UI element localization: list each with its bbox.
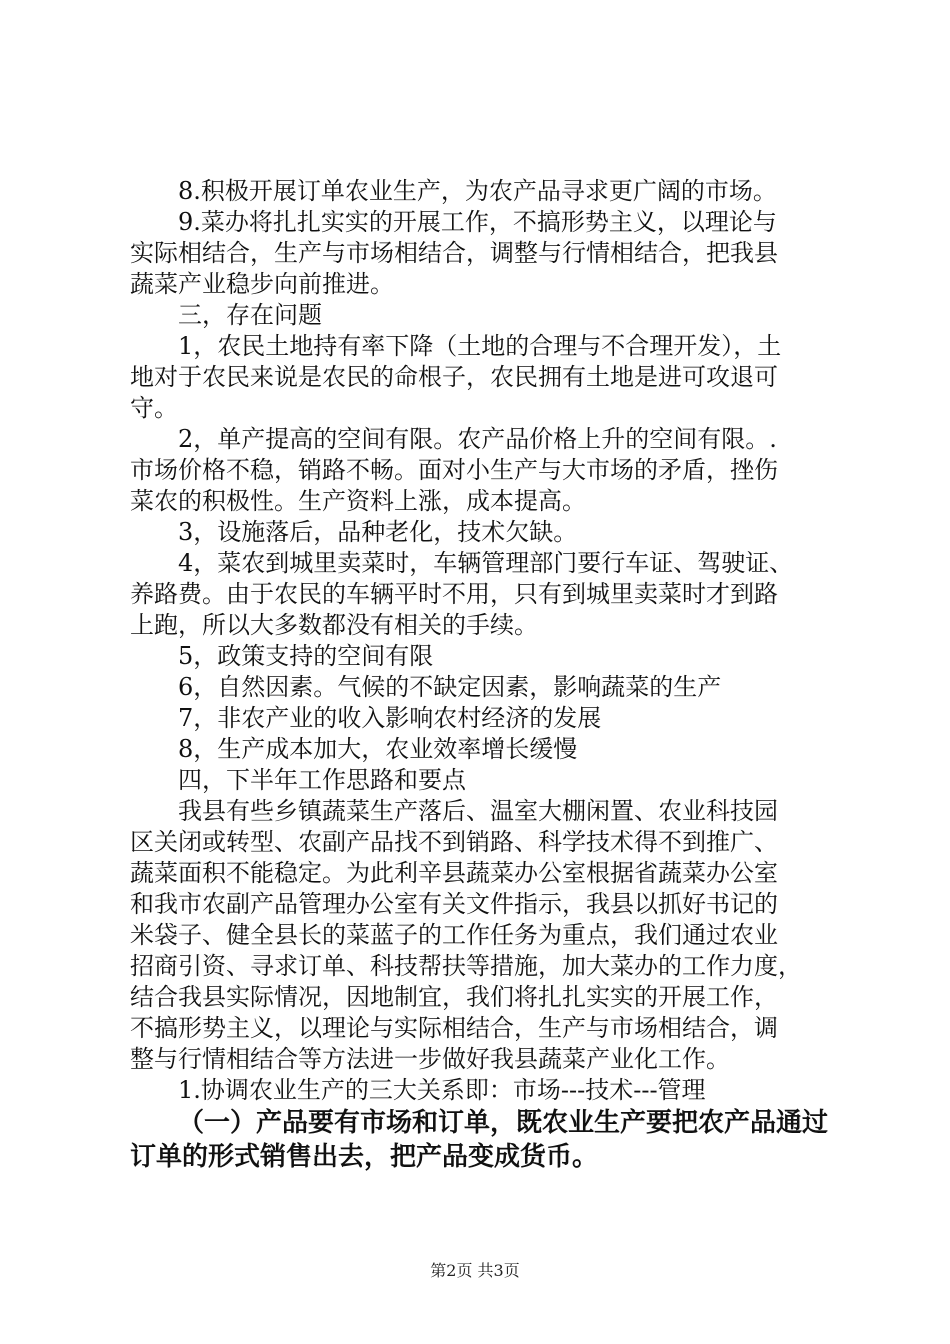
text-line: 8.积极开展订单农业生产，为农产品寻求更广阔的市场。 — [178, 177, 777, 205]
document-body — [130, 176, 830, 1174]
text-line: 6，自然因素。气候的不缺定因素，影响蔬菜的生产 — [178, 673, 722, 701]
text-line: 蔬菜产业稳步向前推进。 — [130, 270, 394, 298]
bold-text-line: （一）产品要有市场和订单，既农业生产要把农产品通过 — [178, 1108, 829, 1138]
text-line: 上跑，所以大多数都没有相关的手续。 — [130, 611, 538, 639]
text-line: 市场价格不稳，销路不畅。面对小生产与大市场的矛盾，挫伤 — [130, 456, 778, 484]
text-line: 不搞形势主义，以理论与实际相结合，生产与市场相结合，调 — [130, 1014, 778, 1042]
text-line: 2，单产提高的空间有限。农产品价格上升的空间有限。. — [178, 425, 777, 453]
text-line: 守。 — [130, 394, 178, 422]
text-line: 实际相结合，生产与市场相结合，调整与行情相结合，把我县 — [130, 239, 778, 267]
text-line: 我县有些乡镇蔬菜生产落后、温室大棚闲置、农业科技园 — [178, 797, 778, 825]
text-line: 和我市农副产品管理办公室有关文件指示，我县以抓好书记的 — [130, 890, 778, 918]
text-line: 9.菜办将扎扎实实的开展工作，不搞形势主义，以理论与 — [178, 208, 777, 236]
text-line: 四，下半年工作思路和要点 — [178, 766, 466, 794]
text-line: 1.协调农业生产的三大关系即：市场---技术---管理 — [178, 1076, 706, 1104]
text-line: 招商引资、寻求订单、科技帮扶等措施，加大菜办的工作力度， — [130, 952, 802, 980]
page-footer: 第2页 共3页 — [430, 1261, 520, 1280]
bold-text-line: 订单的形式销售出去，把产品变成货币。 — [130, 1142, 599, 1172]
text-line: 1，农民土地持有率下降（土地的合理与不合理开发），土 — [178, 332, 782, 360]
text-line: 4，菜农到城里卖菜时，车辆管理部门要行车证、驾驶证、 — [178, 549, 794, 577]
text-line: 蔬菜面积不能稳定。为此利辛县蔬菜办公室根据省蔬菜办公室 — [130, 859, 778, 887]
text-line: 三，存在问题 — [178, 301, 322, 329]
text-line: 3，设施落后，品种老化，技术欠缺。 — [178, 518, 578, 546]
text-line: 米袋子、健全县长的菜蓝子的工作任务为重点，我们通过农业 — [130, 921, 778, 949]
text-line: 菜农的积极性。生产资料上涨，成本提高。 — [130, 487, 586, 515]
text-line: 5，政策支持的空间有限 — [178, 642, 434, 670]
text-line: 7，非农产业的收入影响农村经济的发展 — [178, 704, 602, 732]
text-line: 结合我县实际情况，因地制宜，我们将扎扎实实的开展工作， — [130, 983, 778, 1011]
text-line: 养路费。由于农民的车辆平时不用，只有到城里卖菜时才到路 — [130, 580, 778, 608]
text-line: 整与行情相结合等方法进一步做好我县蔬菜产业化工作。 — [130, 1045, 730, 1073]
text-line: 8，生产成本加大，农业效率增长缓慢 — [178, 735, 578, 763]
text-line: 区关闭或转型、农副产品找不到销路、科学技术得不到推广、 — [130, 828, 778, 856]
text-line: 地对于农民来说是农民的命根子，农民拥有土地是进可攻退可 — [130, 363, 778, 391]
